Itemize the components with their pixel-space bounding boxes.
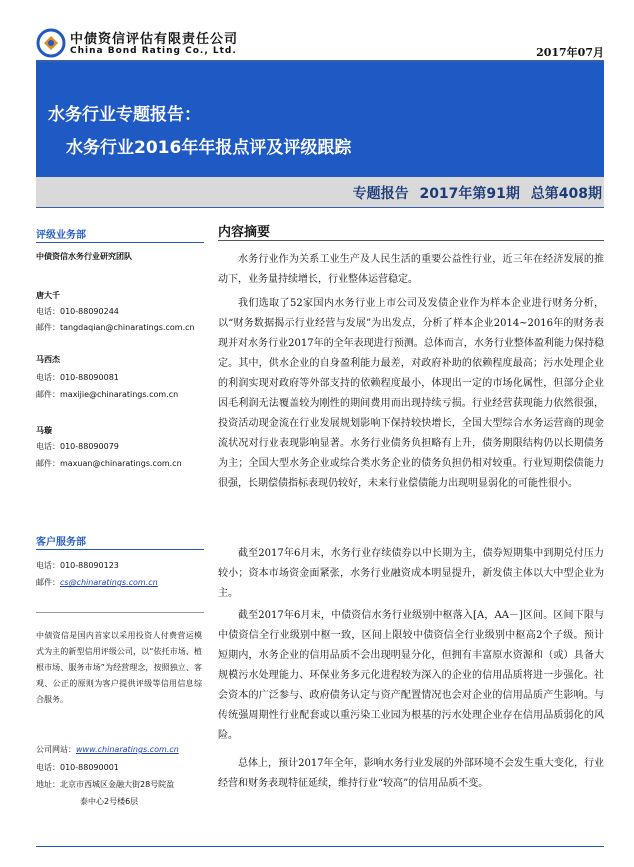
issue-info: 专题报告 2017年第91期 总第408期 bbox=[352, 186, 602, 202]
analyst-email[interactable]: 邮件：maxijie@chinaratings.com.cn bbox=[36, 390, 179, 399]
analyst-email[interactable]: 邮件：tangdaqian@chinaratings.com.cn bbox=[36, 323, 195, 332]
company-fax: 电话：010-88090001 bbox=[36, 763, 119, 772]
client-dept-heading: 客户服务部 bbox=[36, 537, 86, 548]
summary-heading: 内容摘要 bbox=[218, 225, 271, 240]
client-dept-rule bbox=[36, 549, 204, 550]
analyst-phone: 电话：010-88090244 bbox=[36, 307, 119, 316]
issue-bar-divider bbox=[36, 207, 604, 208]
website-label: 公司网站： bbox=[36, 745, 76, 754]
client-email-link[interactable]: cs@chinaratings.com.cn bbox=[60, 578, 158, 587]
address-line1: 地址：北京市西城区金融大街28号院盈 bbox=[36, 780, 175, 789]
client-email-row bbox=[36, 577, 158, 588]
report-title-line1: 水务行业专题报告： bbox=[48, 105, 201, 125]
report-title-line2: 水务行业2016年年报点评及评级跟踪 bbox=[66, 138, 352, 158]
summary-paragraph: 水务行业作为关系工业生产及人民生活的重要公益性行业，近三年在经济发展的推动下，业务量持续增长，行业整体运营稳定。 bbox=[218, 254, 604, 285]
summary-paragraph: 我们选取了52家国内水务行业上市公司及发债企业作为样本企业进行财务分析，以“财务数据揭示行业经营与发展”为出发点，分析了样本企业2014~2016年的财务表现并对水务行业2017年的全年表现进行预测。总体而言，水务行业整体盈利能力保持稳定。其中，供水企业的自身盈利能力最差，对政府补助的依赖程度最高；污水处理企业的利润实现对政府等外部支持的依赖程度最小，体现出一定的市场化属性，但部分企业因毛利润无法覆盖较为刚性的期间费用而出现持续亏损。行业经营获现能力依然很强，投资活动现金流在行业发展规划影响下保持较快增长，全国大型综合水务运营商的现金流状况对行业表现影响显著。水务行业债务负担略有上升，债务期限结构仍以长期债务为主；全国大型水务企业或综合类水务企业的债务负担仍相对较重。行业短期偿债能力很强，长期偿债指标表现仍较好，未来行业偿债能力出现明显弱化的可能性很小。 bbox=[218, 298, 604, 489]
analyst-phone: 电话：010-88090079 bbox=[36, 442, 119, 451]
company-name-en: China Bond Rating Co., Ltd. bbox=[70, 46, 237, 56]
summary-paragraph: 截至2017年6月末，水务行业存续债券以中长期为主，债券短期集中到期兑付压力较小；资本市场资金面紧张，水务行业融资成本明显提升，新发债主体以大中型企业为主。 bbox=[218, 548, 604, 599]
analyst-email[interactable]: 邮件：maxuan@chinaratings.com.cn bbox=[36, 459, 182, 468]
sidebar-divider bbox=[36, 612, 204, 613]
rating-dept-heading: 评级业务部 bbox=[36, 230, 86, 241]
analyst-name: 唐大千 bbox=[36, 291, 60, 300]
footer-divider bbox=[36, 846, 604, 847]
analyst-name: 马西杰 bbox=[36, 355, 60, 364]
summary-heading-rule bbox=[218, 240, 604, 241]
team-name: 中债资信水务行业研究团队 bbox=[36, 252, 132, 261]
summary-paragraph: 总体上，预计2017年全年，影响水务行业发展的外部环境不会发生重大变化，行业经营和财务表现特征延续，维持行业“较高”的信用品质不变。 bbox=[218, 758, 604, 789]
client-phone: 电话：010-88090123 bbox=[36, 561, 119, 570]
address-line2: 泰中心2号楼6层 bbox=[80, 797, 139, 806]
website-link[interactable]: www.chinaratings.com.cn bbox=[76, 745, 179, 754]
report-date: 2017年07月 bbox=[536, 46, 604, 59]
summary-paragraph: 截至2017年6月末，中债资信水务行业级别中枢落入[A，AA－]区间。区间下限与中债资信全行业级别中枢一致，区间上限较中债资信全行业级别中枢高2个子级。预计短期内，水务企业的信用品质不会出现明显分化，但拥有丰富原水资源和（或）具备大规模污水处理能力、环保业务多元化进程较为深入的企业的信用品质将进一步强化。社会资本的广泛参与、政府债务认定与资产配置情况也会对企业的信用品质产生影响。与传统强周期性行业配套或以重污染工业园为根基的污水处理企业存在信用品质弱化的风险。 bbox=[218, 610, 604, 741]
company-name-cn: 中债资信评估有限责任公司 bbox=[70, 32, 239, 47]
website-row bbox=[36, 744, 179, 755]
company-intro: 中债资信是国内首家以采用投资人付费营运模式为主的新型信用评级公司，以“依托市场、植根市场、服务市场”为经营理念，按照独立、客观、公正的原则为客户提供评级等信用信息综合服务。 bbox=[36, 631, 202, 704]
company-logo-icon bbox=[36, 28, 66, 58]
analyst-phone: 电话：010-88090081 bbox=[36, 373, 119, 382]
client-email-label: 邮件： bbox=[36, 578, 60, 587]
rating-dept-rule bbox=[36, 242, 204, 243]
analyst-name: 马璇 bbox=[36, 426, 52, 435]
